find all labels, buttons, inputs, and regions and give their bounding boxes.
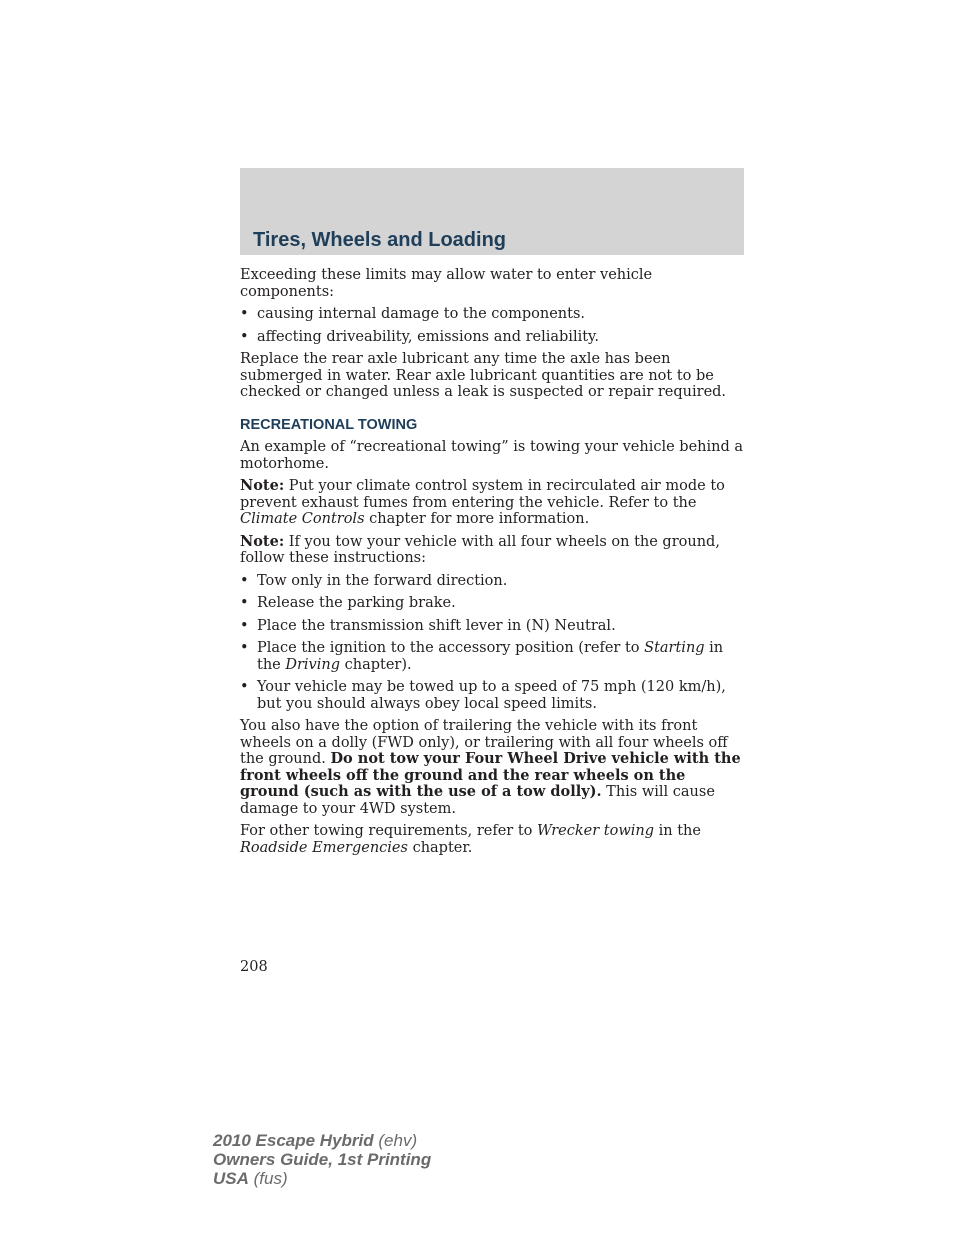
intro-paragraph: Exceeding these limits may allow water to enter vehicle components: bbox=[240, 267, 653, 300]
list-item: • affecting driveability, emissions and reliability. bbox=[240, 329, 744, 346]
paragraph-text: For other towing requirements, refer to bbox=[240, 823, 537, 839]
chapter-header-band bbox=[240, 168, 744, 255]
chapter-title: Tires, Wheels and Loading bbox=[253, 229, 507, 251]
list-item: • causing internal damage to the components. bbox=[240, 306, 744, 323]
footer-market: USA bbox=[213, 1169, 249, 1188]
example-paragraph: An example of “recreational towing” is towing your vehicle behind a motorhome. bbox=[240, 439, 743, 472]
chapter-reference: Driving bbox=[285, 656, 341, 673]
note-text: If you tow your vehicle with all four wheels on the ground, follow these instructions: bbox=[240, 533, 720, 566]
list-item bbox=[240, 640, 744, 673]
list-item: • Tow only in the forward direction. bbox=[240, 573, 744, 590]
paragraph-text: This will cause damage to your 4WD system. bbox=[240, 784, 715, 817]
note-label: Note: bbox=[240, 532, 285, 550]
intro-bullet-list bbox=[240, 306, 744, 345]
page-number: 208 bbox=[240, 959, 268, 975]
footer-line bbox=[213, 1131, 431, 1150]
note-text: Put your climate control system in recirculated air mode to prevent exhaust fumes from entering the vehicle. Refer to the bbox=[240, 478, 725, 511]
section-heading: RECREATIONAL TOWING bbox=[240, 416, 418, 433]
note-text: chapter for more information. bbox=[364, 511, 590, 527]
note-four-wheels-paragraph bbox=[240, 534, 744, 567]
footer-code: (fus) bbox=[248, 1169, 288, 1188]
footer-model: 2010 Escape Hybrid bbox=[213, 1131, 374, 1150]
paragraph-text: You also have the option of trailering the vehicle with its front wheels on a dolly (FWD only), or trailering with all four wheels off the ground. bbox=[240, 718, 728, 767]
other-requirements-paragraph bbox=[240, 823, 744, 856]
chapter-reference: Roadside Emergencies bbox=[240, 839, 408, 856]
list-item-text: Place the ignition to the accessory position (refer to bbox=[257, 640, 645, 656]
footer-code: (ehv) bbox=[373, 1131, 418, 1150]
list-item: • Your vehicle may be towed up to a speed of 75 mph (120 km/h), but you should always obey local speed limits. bbox=[240, 679, 744, 712]
trailering-paragraph bbox=[240, 718, 744, 817]
note-label: Note: bbox=[240, 477, 285, 494]
page-content bbox=[240, 267, 744, 862]
warning-text: Do not tow your Four Wheel Drive vehicle with the front wheels off the ground and the rear wheels on the ground (such as with the use of a tow dolly). bbox=[240, 750, 741, 800]
chapter-reference: Wrecker towing bbox=[537, 823, 655, 839]
footer-edition: Owners Guide, 1st Printing bbox=[213, 1150, 432, 1169]
note-climate-paragraph bbox=[240, 478, 744, 528]
chapter-reference: Climate Controls bbox=[240, 511, 365, 527]
axle-paragraph: Replace the rear axle lubricant any time the axle has been submerged in water. Rear axle lubricant quantities are not to be checked or changed unless a leak is suspected or repair required. bbox=[240, 351, 727, 400]
towing-instructions-list bbox=[240, 573, 744, 713]
paragraph-text: chapter. bbox=[407, 839, 473, 856]
chapter-reference: Starting bbox=[644, 640, 705, 656]
list-item-text: in the bbox=[257, 640, 724, 673]
list-item: • Release the parking brake. bbox=[240, 595, 744, 612]
list-item-text: chapter). bbox=[340, 656, 412, 673]
paragraph-text: in the bbox=[654, 823, 701, 839]
footer-line bbox=[213, 1169, 431, 1188]
list-item: • Place the transmission shift lever in (N) Neutral. bbox=[240, 618, 744, 635]
document-footer bbox=[213, 1131, 431, 1188]
